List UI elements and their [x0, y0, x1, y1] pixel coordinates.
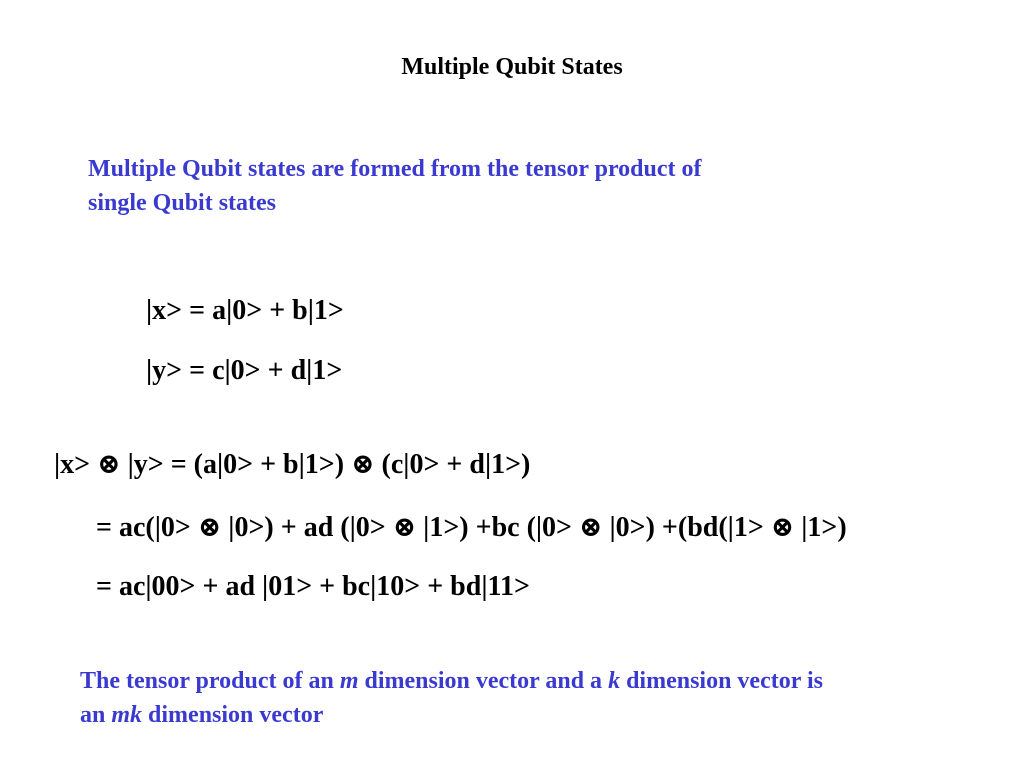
equation-result: = ac|00> + ad |01> + bc|10> + bd|11> — [96, 571, 530, 602]
intro-line-2: single Qubit states — [88, 190, 277, 216]
note-m: m — [339, 668, 359, 694]
note-part-3: dimension vector is — [620, 668, 823, 694]
intro-text — [88, 152, 848, 220]
note-mk: mk — [111, 702, 143, 728]
equation-tensor-product: |x> ⊗ |y> = (a|0> + b|1>) ⊗ (c|0> + d|1>) — [54, 449, 531, 480]
note-part-1: The tensor product of an — [80, 668, 340, 694]
note-part-2: dimension vector and a — [358, 668, 609, 694]
equation-x-state: |x> = a|0> + b|1> — [146, 295, 344, 326]
intro-line-1: Multiple Qubit states are formed from the tensor product of — [88, 156, 702, 182]
dimension-note — [80, 664, 1000, 732]
equation-y-state: |y> = c|0> + d|1> — [146, 355, 343, 386]
note-line-2 — [80, 698, 1000, 732]
note-line-1 — [80, 664, 1000, 698]
equation-expansion: = ac(|0> ⊗ |0>) + ad (|0> ⊗ |1>) +bc (|0> ⊗ |0>) +(bd(|1> ⊗ |1>) — [96, 512, 847, 543]
note-k: k — [608, 668, 621, 694]
slide-title: Multiple Qubit States — [401, 54, 623, 80]
note-part-5: dimension vector — [142, 702, 324, 728]
note-part-4: an — [80, 702, 112, 728]
